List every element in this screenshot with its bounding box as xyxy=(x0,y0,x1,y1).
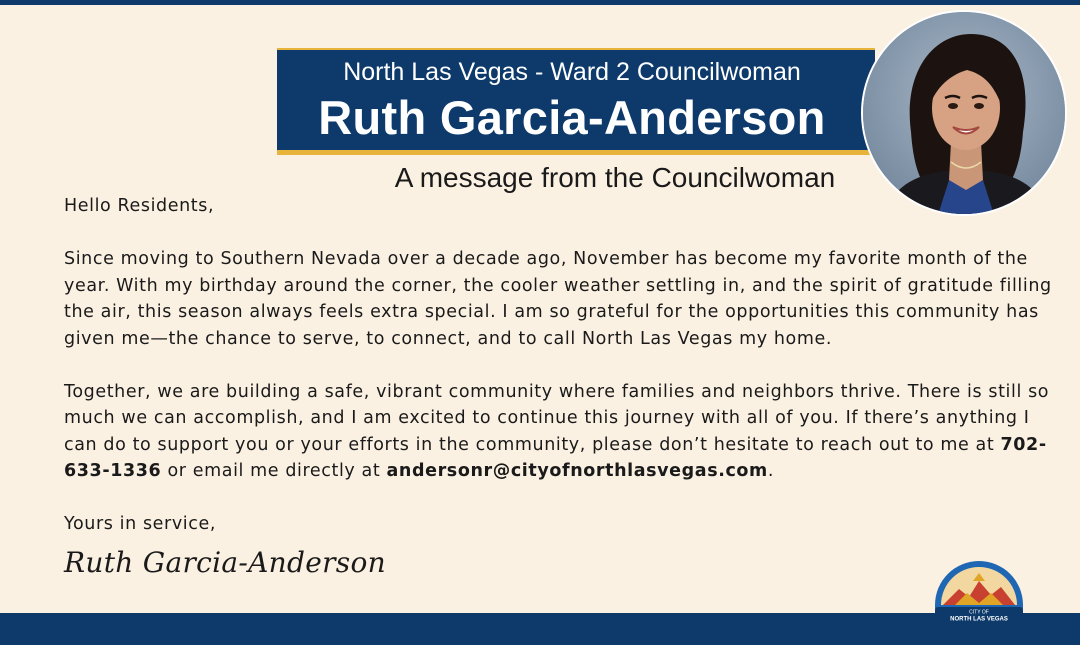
councilwoman-portrait xyxy=(861,10,1067,216)
portrait-illustration xyxy=(863,12,1067,216)
banner-subtitle: North Las Vegas - Ward 2 Councilwoman xyxy=(343,58,801,86)
handwritten-signature: Ruth Garcia-Anderson xyxy=(64,546,386,579)
top-accent-bar xyxy=(0,0,1080,5)
letter-body xyxy=(64,193,1054,538)
paragraph-2-text: Together, we are building a safe, vibrant community where families and neighbors thrive. There is still so much we can accomplish, and I am excited to continue this journey with all of you. If there’s anything I can do to support you or your efforts in the community, please don’t hesitate to reach out to me at xyxy=(64,381,1050,455)
paragraph-2-end: . xyxy=(767,461,775,481)
bottom-accent-bar xyxy=(0,613,1080,645)
banner-name: Ruth Garcia-Anderson xyxy=(318,91,826,144)
city-seal-icon xyxy=(933,559,1025,625)
letter-paragraph-2 xyxy=(64,379,1054,485)
title-banner xyxy=(277,48,875,155)
letter-closing: Yours in service, xyxy=(64,514,217,534)
paragraph-2-mid: or email me directly at xyxy=(161,461,387,481)
phone-number: 702-633-1336 xyxy=(64,434,1047,481)
email-address: andersonr@cityofnorthlasvegas.com xyxy=(386,461,768,481)
letter-paragraph-1: Since moving to Southern Nevada over a decade ago, November has become my favorite month of the year. With my birthday around the corner, the cooler weather settling in, and the spirit of gratitude filling the air, this season always feels extra special. I am so grateful for the opportunities this community has given me—the chance to serve, to connect, and to call North Las Vegas my home. xyxy=(64,249,1052,349)
seal-text-line2: NORTH LAS VEGAS xyxy=(950,616,1008,623)
message-subheading: A message from the Councilwoman xyxy=(394,162,836,193)
seal-text-line1: CITY OF xyxy=(969,609,989,616)
letter-greeting: Hello Residents, xyxy=(64,196,215,216)
city-seal-logo xyxy=(933,559,1025,625)
